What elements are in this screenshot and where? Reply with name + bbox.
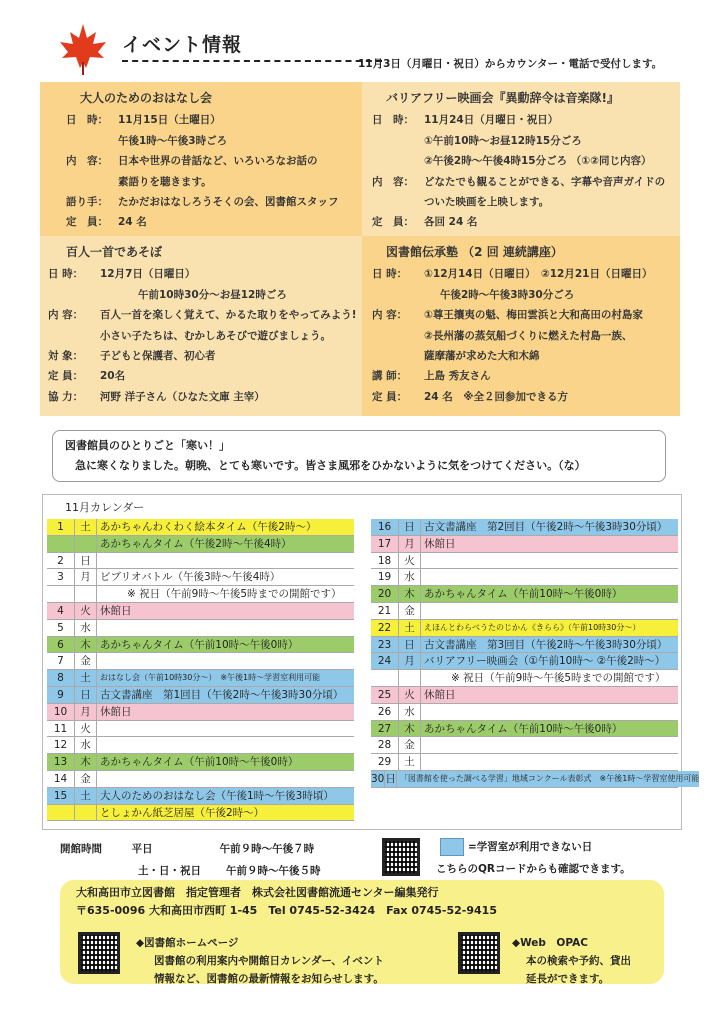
calendar-title: 11月カレンダー (65, 501, 145, 514)
calendar-event: あかちゃんタイム（午前10時～午後0時） (97, 637, 354, 653)
calendar-row (371, 704, 678, 721)
event-title: 図書館伝承塾 （2 回 連続講座） (386, 245, 563, 259)
event-line-value: ①12月14日（日曜日） ②12月21日（日曜日） (424, 268, 653, 281)
calendar-day: 1 (47, 519, 75, 535)
calendar-event (97, 653, 354, 669)
calendar-weekday: 木 (399, 721, 421, 737)
event-line (372, 212, 680, 232)
address-line: 〒635-0096 大和高田市西町 1-45 Tel 0745-52-3424 Fax 0745-52-9415 (76, 904, 497, 917)
calendar-day (47, 586, 75, 602)
calendar-event: えほんとわらべうたのじかん《きらら》（午前10時30分～） (421, 620, 678, 636)
calendar-weekday: 火 (75, 721, 97, 737)
event-title: バリアフリー映画会『異動辞令は音楽隊!』 (386, 91, 619, 105)
calendar-row (371, 670, 678, 687)
event-line (372, 172, 680, 192)
calendar-event: 休館日 (421, 536, 678, 552)
event-title: 大人のためのおはなし会 (80, 91, 213, 105)
calendar-event: 休館日 (421, 687, 678, 703)
calendar-weekday: 日 (399, 637, 421, 653)
calendar-row (47, 754, 354, 771)
calendar-day: 7 (47, 653, 75, 669)
staff-note (52, 430, 666, 482)
calendar-event: 「図書館を使った調べる学習」地域コンクール表彰式 ※午後1時～学習室使用可能 (397, 771, 699, 787)
calendar-event: 休館日 (97, 704, 354, 720)
event-line (66, 192, 362, 212)
event-line-key (372, 192, 424, 212)
calendar-row (47, 704, 354, 721)
event-line-value: ①尊王攘夷の魁、梅田雲浜と大和高田の村島家 (424, 309, 643, 322)
calendar-event: 大人のためのおはなし会（午後1時～午後3時頃） (97, 788, 354, 804)
calendar-weekday: 土 (75, 788, 97, 804)
event-line (372, 366, 680, 386)
hours-weekend-label: 土・日・祝日 (138, 865, 201, 877)
event-line-value: 百人一首を楽しく覚えて、かるた取りをやってみよう! (100, 309, 357, 322)
calendar-row (371, 536, 678, 553)
calendar-weekday: 土 (75, 670, 97, 686)
calendar-weekday: 金 (399, 737, 421, 753)
qr-code-homepage[interactable] (78, 932, 120, 974)
calendar-day: 28 (371, 737, 399, 753)
page-title: イベント情報 (122, 34, 243, 56)
calendar-day: 6 (47, 637, 75, 653)
event-line-value: 子どもと保護者、初心者 (100, 350, 216, 363)
calendar-weekday: 火 (399, 687, 421, 703)
event-line (372, 346, 680, 366)
event-card-otona (40, 82, 362, 236)
event-line-value: 11月15日（土曜日） (118, 114, 221, 127)
event-line-value: 薩摩藩が求めた大和木綿 (424, 350, 540, 363)
event-line (372, 305, 680, 325)
event-line-value: ②午後2時～午後4時15分ごろ （①②同じ内容） (424, 155, 652, 168)
event-line (48, 305, 362, 325)
calendar-weekday: 木 (75, 637, 97, 653)
calendar-row (371, 553, 678, 570)
calendar-day: 27 (371, 721, 399, 737)
calendar-event (97, 771, 354, 787)
event-card-movie (362, 82, 680, 236)
event-line-key: 定 員： (372, 216, 414, 229)
calendar-event: バリアフリー映画会（①午前10時～ ②午後2時～） (421, 653, 678, 669)
legend (436, 836, 631, 880)
event-line-key: 日 時： (48, 268, 84, 281)
event-line-key (372, 151, 424, 171)
calendar-weekday: 日 (75, 553, 97, 569)
calendar-weekday: 土 (399, 620, 421, 636)
calendar-row (47, 536, 354, 553)
homepage-info (136, 934, 384, 988)
event-line-key (372, 285, 424, 305)
legend-text: =学習室が利用できない日 (468, 841, 593, 853)
calendar-day (47, 805, 75, 821)
event-line-key (372, 346, 424, 366)
calendar-day: 11 (47, 721, 75, 737)
event-line-value: どなたでも観ることができる、字幕や音声ガイドの (424, 175, 666, 188)
event-line (66, 212, 362, 232)
calendar-event: 古文書講座 第2回目（午後2時～午後3時30分頃） (421, 519, 678, 535)
calendar-weekday: 水 (75, 737, 97, 753)
event-line-key (48, 326, 100, 346)
event-card-hyakunin (40, 236, 362, 416)
calendar-event: ビブリオバトル（午後3時～午後4時） (100, 571, 281, 584)
event-line-key: 定 員： (66, 216, 108, 229)
legend-swatch (440, 838, 464, 856)
calendar-weekday: 木 (399, 586, 421, 602)
calendar-row (371, 754, 678, 771)
event-line (372, 387, 680, 407)
calendar-weekday (399, 670, 421, 686)
hours-weekend-value: 午前９時～午後５時 (226, 865, 321, 877)
calendar-weekday: 水 (399, 704, 421, 720)
event-line-value: 24 名 ※全２回参加できる方 (424, 390, 568, 403)
event-line-key: 語り手： (66, 196, 108, 209)
calendar-event: あかちゃんわくわく絵本タイム（午後2時～） (97, 519, 354, 535)
event-line-value: ①午前10時～お昼12時15分ごろ (424, 134, 582, 147)
staff-note-text: 急に寒くなりました。朝晩、とても寒いです。皆さま風邪をひかないように気をつけてください。（な） (75, 459, 586, 472)
opac-info (512, 934, 631, 988)
calendar-day: 2 (47, 553, 75, 569)
calendar-weekday: 日 (385, 772, 396, 785)
calendar-weekday: 金 (75, 771, 97, 787)
event-line-key: 内 容： (372, 309, 408, 322)
calendar-row (371, 586, 678, 603)
hours-label: 開館時間 (60, 843, 102, 855)
event-line (48, 326, 362, 346)
event-line-value: 午後1時～午後3時ごろ (118, 134, 228, 147)
event-line (372, 110, 680, 130)
calendar-event: としょかん紙芝居屋（午後2時～） (97, 805, 354, 821)
calendar-row (47, 637, 354, 654)
opening-hours (60, 838, 321, 882)
calendar-row (47, 788, 354, 805)
event-line (66, 151, 362, 171)
event-line-key: 対 象： (48, 350, 84, 363)
event-line (48, 285, 362, 305)
calendar-day: 29 (371, 754, 399, 770)
calendar-event (421, 704, 678, 720)
event-line (372, 264, 680, 284)
calendar-col-left (47, 519, 354, 821)
calendar-weekday (75, 586, 97, 602)
calendar-event (97, 553, 354, 569)
calendar-day: 19 (371, 569, 399, 585)
calendar-day: 5 (47, 620, 75, 636)
event-line-value: 午前10時30分～お昼12時ごろ (138, 288, 287, 301)
event-line (372, 285, 680, 305)
calendar-day: 10 (47, 704, 75, 720)
event-line-key: 定 員： (48, 370, 84, 383)
calendar-day: 24 (371, 653, 399, 669)
calendar-row (371, 687, 678, 704)
hours-weekday-label: 平日 (131, 843, 153, 855)
qr-code-calendar[interactable] (382, 838, 420, 876)
calendar-event (421, 569, 678, 585)
opac-text-1: 本の検索や予約、貸出 (526, 955, 631, 967)
calendar-event (421, 754, 678, 770)
event-line (66, 110, 362, 130)
calendar-row (371, 569, 678, 586)
opac-text-2: 延長ができます。 (526, 973, 610, 985)
calendar-row (47, 519, 354, 536)
calendar-row (371, 519, 678, 536)
calendar-weekday: 月 (399, 536, 421, 552)
event-line-key: 内 容： (48, 309, 84, 322)
calendar-weekday: 火 (75, 603, 97, 619)
calendar-day (47, 536, 75, 552)
calendar-weekday (75, 536, 97, 552)
event-line-key (372, 326, 424, 346)
calendar-event: ※ 祝日（午前9時～午後5時までの開館です） (127, 588, 342, 601)
staff-note-title: 図書館員のひとりごと「寒い！」 (65, 439, 230, 452)
calendar-row (47, 586, 354, 603)
qr-code-opac[interactable] (458, 932, 500, 974)
event-line (48, 366, 362, 386)
event-line-value: 日本や世界の昔話など、いろいろなお話の (118, 155, 318, 168)
calendar-row (47, 805, 354, 822)
calendar-day: 25 (371, 687, 399, 703)
event-line-value: ②長州藩の蒸気船づくりに燃えた村島一族、 (424, 329, 633, 342)
calendar-day: 16 (371, 519, 399, 535)
calendar-event: あかちゃんタイム（午前10時～午後0時） (97, 754, 354, 770)
calendar-event (421, 603, 678, 619)
calendar-day: 20 (371, 586, 399, 602)
calendar-event: おはなし会（午前10時30分～） ※午後1時～学習室利用可能 (97, 670, 354, 686)
event-line-value: 午後2時～午後3時30分ごろ (440, 288, 575, 301)
event-line (372, 151, 680, 171)
event-line-value: 12月7日（日曜日） (100, 268, 196, 281)
calendar-row (371, 771, 700, 788)
calendar-day: 9 (47, 687, 75, 703)
calendar-weekday: 月 (399, 653, 421, 669)
calendar-event: あかちゃんタイム（午前10時～午後0時） (421, 586, 678, 602)
calendar-day (371, 670, 399, 686)
calendar-row (47, 670, 354, 687)
publisher-line: 大和高田市立図書館 指定管理者 株式会社図書館流通センター編集発行 (76, 886, 439, 899)
calendar-event (97, 620, 354, 636)
calendar-day: 21 (371, 603, 399, 619)
event-line-key: 日 時： (66, 114, 108, 127)
event-line-key: 協 力： (48, 390, 84, 403)
event-line-key: 内 容： (372, 175, 414, 188)
calendar-weekday: 日 (75, 687, 97, 703)
calendar-event (97, 721, 354, 737)
calendar-day: 12 (47, 737, 75, 753)
event-title: 百人一首であそぼ (66, 245, 163, 259)
calendar-row (371, 620, 678, 637)
calendar-row (47, 653, 354, 670)
event-line-key (48, 285, 100, 305)
event-line-value: たかだおはなしろうそくの会、図書館スタッフ (118, 196, 339, 209)
event-line (48, 346, 362, 366)
calendar-day: 8 (47, 670, 75, 686)
calendar-row (371, 653, 678, 670)
hours-weekday-value: 午前９時～午後７時 (219, 843, 315, 855)
homepage-title[interactable]: ◆図書館ホームページ (136, 937, 239, 949)
event-line (48, 264, 362, 284)
calendar-row (371, 603, 678, 620)
calendar-weekday: 金 (399, 603, 421, 619)
event-line-key: 定 員： (372, 390, 408, 403)
calendar-weekday: 月 (75, 569, 97, 585)
reception-note: 11月3日（月曜日・祝日）からカウンター・電話で受付します。 (358, 58, 663, 70)
calendar-event (421, 737, 678, 753)
calendar-weekday: 月 (75, 704, 97, 720)
event-line-value: 小さい子たちは、むかしあそびで遊びましょう。 (100, 329, 331, 342)
calendar-event: あかちゃんタイム（午前10時～午後0時） (421, 721, 678, 737)
event-line-key: 内 容： (66, 155, 108, 168)
event-line-value: 各回 24 名 (424, 216, 478, 229)
homepage-text-1: 図書館の利用案内や開館日カレンダー、イベント (154, 955, 384, 967)
homepage-text-2: 情報など、図書館の最新情報をお知らせします。 (154, 973, 384, 985)
event-line-key: 日 時： (372, 114, 414, 127)
event-line-key (372, 131, 424, 151)
calendar-day: 4 (47, 603, 75, 619)
calendar-event (421, 553, 678, 569)
calendar-row (47, 569, 354, 586)
calendar-event: 古文書講座 第3回目（午後2時～午後3時30分頃） (421, 637, 678, 653)
calendar-weekday: 水 (75, 620, 97, 636)
event-card-densho (362, 236, 680, 416)
event-line (66, 172, 362, 192)
calendar-row (47, 603, 354, 620)
title-underline (122, 60, 382, 62)
event-line-value: ついた映画を上映します。 (424, 196, 550, 209)
calendar-day: 30 (371, 772, 385, 785)
calendar-weekday: 火 (399, 553, 421, 569)
calendar-row (47, 687, 354, 704)
event-line-value: 素語りを聴きます。 (118, 175, 212, 188)
calendar-day: 13 (47, 754, 75, 770)
calendar-day: 18 (371, 553, 399, 569)
calendar-row (371, 637, 678, 654)
calendar-day: 3 (47, 569, 75, 585)
calendar-day: 26 (371, 704, 399, 720)
event-line (66, 131, 362, 151)
calendar (42, 494, 700, 830)
calendar-row (47, 771, 354, 788)
maple-leaf-icon (56, 22, 110, 76)
event-line-value: 上島 秀友さん (424, 370, 491, 383)
calendar-event: あかちゃんタイム（午後2時～午後4時） (97, 536, 354, 552)
calendar-event (97, 737, 354, 753)
event-line (48, 387, 362, 407)
event-line (372, 131, 680, 151)
qr-note: こちらのQRコードからも確認できます。 (436, 863, 631, 875)
calendar-row (47, 737, 354, 754)
calendar-weekday: 土 (399, 754, 421, 770)
event-line-key: 日 時： (372, 268, 408, 281)
event-line-key (66, 131, 118, 151)
calendar-day: 17 (371, 536, 399, 552)
calendar-row (371, 737, 678, 754)
event-line (372, 192, 680, 212)
calendar-row (371, 721, 678, 738)
calendar-row (47, 721, 354, 738)
calendar-event: 休館日 (97, 603, 354, 619)
calendar-day: 14 (47, 771, 75, 787)
event-line-key (66, 172, 118, 192)
calendar-weekday: 木 (75, 754, 97, 770)
calendar-event: ※ 祝日（午前9時～午後5時までの開館です） (451, 672, 666, 685)
calendar-weekday: 水 (399, 569, 421, 585)
calendar-weekday: 金 (75, 653, 97, 669)
calendar-weekday: 日 (399, 519, 421, 535)
calendar-weekday (75, 805, 97, 821)
calendar-day: 15 (47, 788, 75, 804)
event-line-value: 河野 洋子さん（ひなた文庫 主宰） (100, 390, 265, 403)
calendar-row (47, 553, 354, 570)
event-line-key: 講 師： (372, 370, 408, 383)
calendar-day: 23 (371, 637, 399, 653)
calendar-row (47, 620, 354, 637)
event-line-value: 11月24日（月曜日・祝日） (424, 114, 559, 127)
calendar-day: 22 (371, 620, 399, 636)
event-line-value: 20名 (100, 370, 126, 383)
event-line-value: 24 名 (118, 216, 147, 229)
opac-title[interactable]: ◆Web OPAC (512, 937, 588, 949)
header (56, 22, 696, 78)
calendar-weekday: 土 (75, 519, 97, 535)
calendar-col-right (371, 519, 700, 788)
calendar-event: 古文書講座 第1回目（午後2時～午後3時30分頃） (97, 687, 354, 703)
event-line (372, 326, 680, 346)
